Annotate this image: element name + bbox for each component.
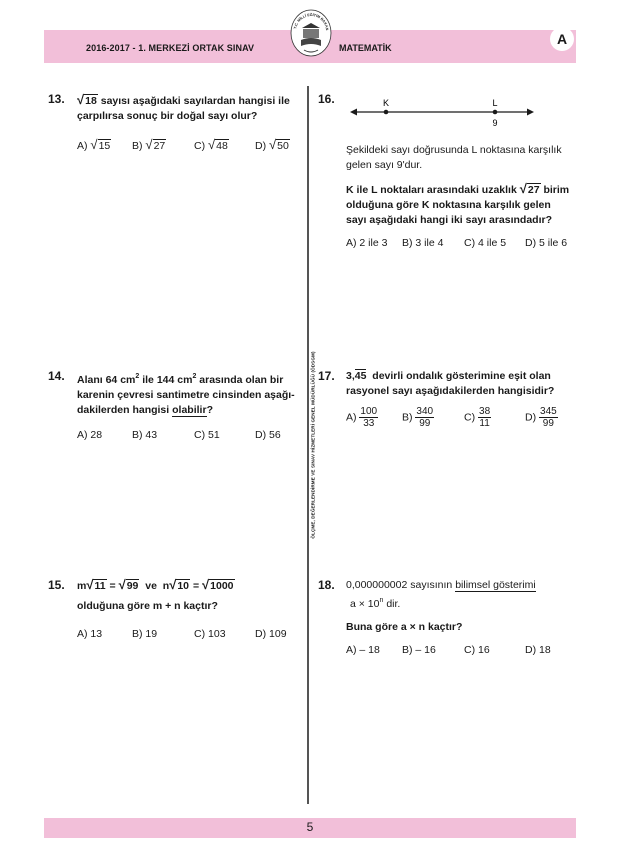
q13-option-a[interactable]: A) √15 xyxy=(77,137,111,152)
column-divider xyxy=(307,86,309,804)
q14-option-d[interactable]: D) 56 xyxy=(255,429,281,441)
q13-stem: √18 sayısı aşağıdaki sayılardan hangisi ile çarpılırsa sonuç bir doğal sayı olur? xyxy=(77,92,290,122)
q18-stem: 0,000000002 sayısının bilimsel gösterimi $a \times 10^n$ dir. Buna göre a × n kaçtır? xyxy=(346,579,536,633)
subject-title: MATEMATİK xyxy=(339,43,392,53)
q17-option-a[interactable]: A) $\frac{100}{33}$ xyxy=(346,406,378,429)
ministry-logo xyxy=(290,9,332,65)
q13-option-c[interactable]: C) √48 xyxy=(194,137,228,152)
q14-option-c[interactable]: C) 51 xyxy=(194,429,220,441)
q14-option-a[interactable]: A) 28 xyxy=(77,429,103,441)
q15-stem: m√11 = √99 ve n√10 = √1000 olduğuna göre m + n kaçtır? xyxy=(77,577,234,612)
q17-option-d[interactable]: D) $\frac{345}{99}$ xyxy=(525,406,557,429)
q18-option-a[interactable]: A) – 18 xyxy=(346,644,380,656)
q17-option-b[interactable]: B) $\frac{340}{99}$ xyxy=(402,406,434,429)
side-caption-text: ÖLÇME, DEĞERLENDİRME VE SINAV HİZMETLERİ GENEL MÜDÜRLÜĞÜ (ÖDSGM) xyxy=(310,351,316,539)
exam-title: 2016-2017 - 1. MERKEZİ ORTAK SINAV xyxy=(86,43,255,53)
right-arrow-icon xyxy=(527,109,534,116)
q15-option-b[interactable]: B) 19 xyxy=(132,628,158,640)
q16-option-d[interactable]: D) 5 ile 6 xyxy=(525,237,568,249)
q15-number: 15. xyxy=(48,578,65,592)
booklet-badge: A xyxy=(550,27,574,51)
q13-option-d[interactable]: D) √50 xyxy=(255,137,289,152)
q13-option-b[interactable]: B) √27 xyxy=(132,137,166,152)
q16-number-line xyxy=(350,97,535,129)
left-arrow-icon xyxy=(350,109,357,116)
q14-number: 14. xyxy=(48,369,65,383)
point-k-label: K xyxy=(382,98,390,108)
q18-option-d[interactable]: D) 18 xyxy=(525,644,551,656)
q14-stem: Alanı 64 $cm^2$ ile 144 $cm^2$ arasında olan bir karenin çevresi santimetre cinsinden aşağı- dakilerden hangisi olabilir? xyxy=(77,373,295,416)
q17-option-c[interactable]: C) $\frac{38}{11}$ xyxy=(464,406,491,429)
q13-root: √18 xyxy=(77,92,97,107)
point-k-dot xyxy=(384,110,389,115)
q15-option-c[interactable]: C) 103 xyxy=(194,628,226,640)
q16-stem: Şekildeki sayı doğrusunda L noktasına karşılık gelen sayı 9'dur. K ile L noktaları arasındaki uzaklık √27 birim olduğuna göre K noktasına karşılık gelen sayı aşağıdaki hangi iki sayı arasındadır? xyxy=(346,144,570,226)
repeating-digits: 45 xyxy=(354,370,367,382)
q18-option-c[interactable]: C) 16 xyxy=(464,644,490,656)
q14-option-b[interactable]: B) 43 xyxy=(132,429,158,441)
q13-number: 13. xyxy=(48,92,65,106)
point-l-dot xyxy=(493,110,498,115)
q16-option-b[interactable]: B) 3 ile 4 xyxy=(402,237,444,249)
q16-number: 16. xyxy=(318,92,335,106)
logo-text: T.C. MİLLÎ EĞİTİM BAKAN xyxy=(293,12,330,31)
point-l-label: L xyxy=(492,98,498,108)
q15-option-a[interactable]: A) 13 xyxy=(77,628,103,640)
q15-option-d[interactable]: D) 109 xyxy=(255,628,287,640)
q18-option-b[interactable]: B) – 16 xyxy=(402,644,436,656)
q16-option-c[interactable]: C) 4 ile 5 xyxy=(464,237,507,249)
page-number: 5 xyxy=(306,820,314,834)
q18-number: 18. xyxy=(318,578,335,592)
q16-option-a[interactable]: A) 2 ile 3 xyxy=(346,237,388,249)
point-l-value: 9 xyxy=(492,118,498,128)
q17-stem: 3,45 devirli ondalık gösterimine eşit olan rasyonel sayı aşağıdakilerden hangisidir? xyxy=(346,370,555,397)
q17-number: 17. xyxy=(318,369,335,383)
